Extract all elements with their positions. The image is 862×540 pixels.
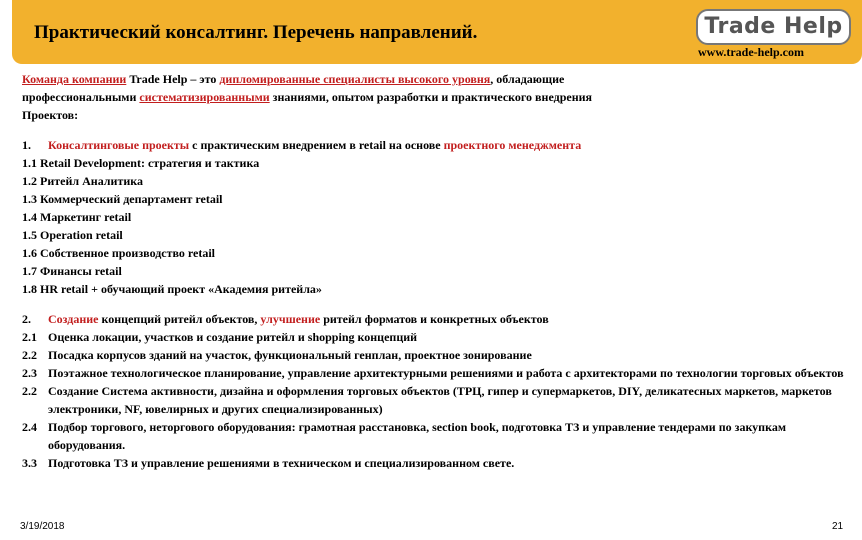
intro-text: Trade Help – это bbox=[126, 72, 220, 86]
intro-line-2 bbox=[22, 88, 857, 106]
section-2-text: концепций ритейл объектов, bbox=[98, 312, 261, 326]
section-number: 1. bbox=[22, 138, 31, 152]
item-number: 2.2 bbox=[22, 384, 37, 398]
header-bar bbox=[12, 0, 862, 64]
list-item: 1.1 Retail Development: стратегия и тактика bbox=[22, 156, 260, 170]
intro-specialists: дипломированные специалисты высокого уровня bbox=[219, 72, 491, 86]
section-2-creation: Создание bbox=[48, 312, 99, 326]
slide-date: 3/19/2018 bbox=[20, 521, 65, 532]
trade-help-logo: Trade Help bbox=[696, 9, 851, 45]
list-item bbox=[22, 346, 857, 364]
intro-text: , обладающие bbox=[490, 72, 565, 86]
list-item: 1.8 HR retail + обучающий проект «Академия ритейла» bbox=[22, 282, 322, 296]
item-number: 2.1 bbox=[22, 330, 37, 344]
list-item: 1.6 Собственное производство retail bbox=[22, 246, 216, 260]
section-1-heading bbox=[22, 136, 857, 154]
item-text: Поэтажное технологическое планирование, управление архитектурными решениями и работа с архитекторами по технологии торговых объектов bbox=[48, 366, 844, 380]
intro-company-team: Команда компании bbox=[22, 72, 127, 86]
page-title: Практический консалтинг. Перечень направлений. bbox=[34, 22, 478, 43]
website-url: www.trade-help.com bbox=[698, 45, 804, 59]
list-item: 1.4 Маркетинг retail bbox=[22, 210, 132, 224]
list-item bbox=[22, 328, 857, 346]
section-number: 2. bbox=[22, 312, 31, 326]
intro-line-3: Проектов: bbox=[22, 108, 79, 122]
slide-content bbox=[22, 70, 857, 472]
list-item: 1.2 Ритейл Аналитика bbox=[22, 174, 143, 188]
list-item: 1.3 Коммерческий департамент retail bbox=[22, 192, 223, 206]
list-item bbox=[22, 382, 857, 418]
item-text: Оценка локации, участков и создание ритейл и shopping концепций bbox=[48, 330, 418, 344]
item-number: 3.3 bbox=[22, 456, 37, 470]
intro-text: профессиональными bbox=[22, 90, 140, 104]
item-text: Подбор торгового, неторгового оборудования: грамотная расстановка, section book, подготовка ТЗ и управление тендерами по закупкам оборудования. bbox=[48, 420, 787, 452]
intro-line-1 bbox=[22, 70, 857, 88]
section-1-title-pm: проектного менеджмента bbox=[443, 138, 582, 152]
section-1-title: Консалтинговые проекты bbox=[48, 138, 190, 152]
section-2-improvement: улучшение bbox=[260, 312, 321, 326]
list-item bbox=[22, 364, 857, 382]
item-text: Создание Система активности, дизайна и оформления торговых объектов (ТРЦ, гипер и супермаркетов, DIY, деликатесных маркетов, маркетов электроники, NF, ювелирных и других специализированных) bbox=[48, 384, 832, 416]
item-number: 2.3 bbox=[22, 366, 37, 380]
list-item: 1.5 Operation retail bbox=[22, 228, 123, 242]
intro-text: знаниями, опытом разработки и практического внедрения bbox=[269, 90, 593, 104]
list-item bbox=[22, 454, 857, 472]
section-2-text: ритейл форматов и конкретных объектов bbox=[320, 312, 549, 326]
item-number: 2.4 bbox=[22, 420, 37, 434]
item-number: 2.2 bbox=[22, 348, 37, 362]
section-2-heading bbox=[22, 310, 857, 328]
item-text: Подготовка ТЗ и управление решениями в техническом и специализированном свете. bbox=[48, 456, 515, 470]
section-1-title-mid: с практическим внедрением в retail на основе bbox=[189, 138, 444, 152]
item-text: Посадка корпусов зданий на участок, функциональный генплан, проектное зонирование bbox=[48, 348, 532, 362]
page-number: 21 bbox=[832, 521, 844, 532]
intro-systematized: систематизированными bbox=[139, 90, 270, 104]
list-item: 1.7 Финансы retail bbox=[22, 264, 122, 278]
list-item bbox=[22, 418, 857, 454]
